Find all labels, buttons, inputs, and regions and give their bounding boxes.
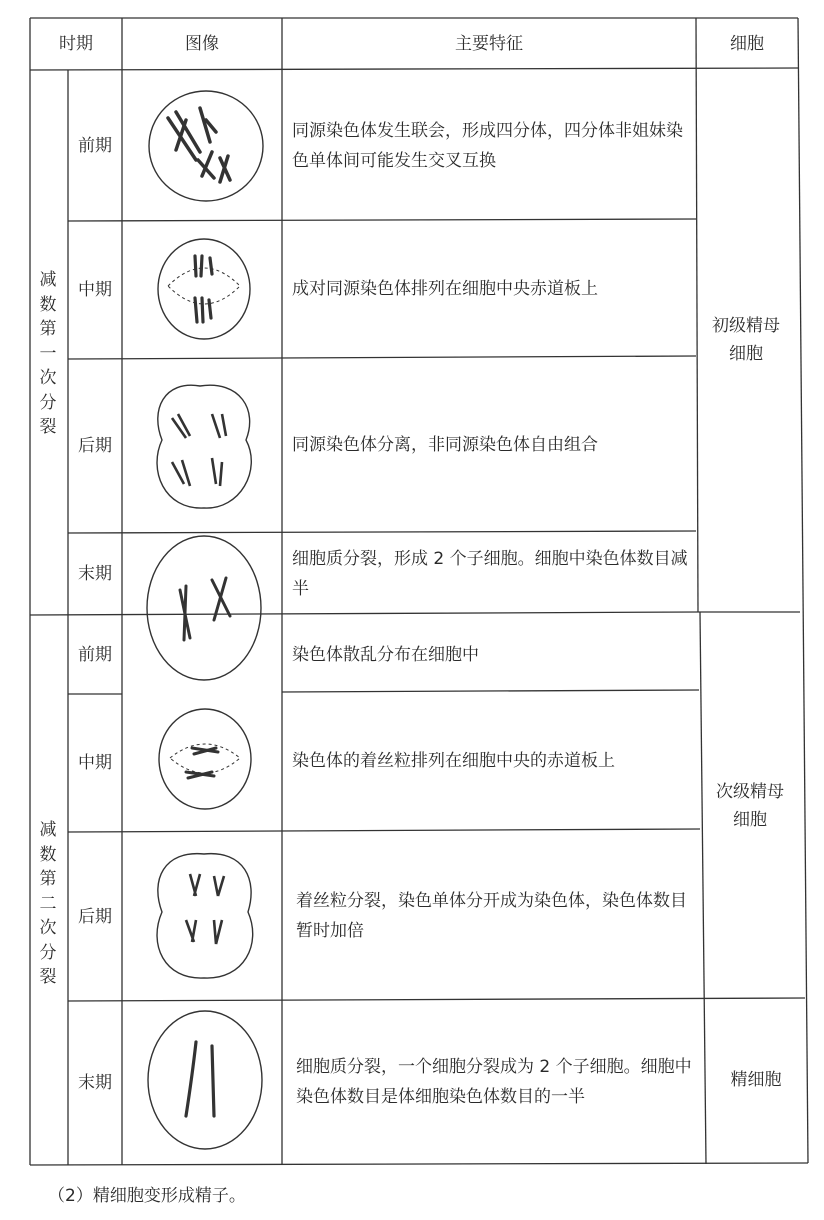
phase-label: 前期 bbox=[78, 135, 112, 156]
telophase2-cell-illustration bbox=[148, 1011, 262, 1149]
header-features: 主要特征 bbox=[455, 34, 523, 54]
feature-text: 同源染色体分离，非同源染色体自由组合 bbox=[292, 435, 598, 455]
meiosis1-label: 减数第一次分裂 bbox=[39, 270, 57, 437]
feature-text: 染色体散乱分布在细胞中 bbox=[292, 645, 479, 665]
header-cell: 细胞 bbox=[730, 34, 764, 54]
cell-type-sperm: 精细胞 bbox=[730, 1070, 782, 1090]
feature-text: 成对同源染色体排列在细胞中央赤道板上 bbox=[292, 279, 598, 299]
header-period: 时期 bbox=[59, 34, 93, 54]
metaphase2-cell-illustration bbox=[159, 709, 251, 809]
feature-text: 着丝粒分裂，染色单体分开成为染色体，染色体数目暂时加倍 bbox=[296, 891, 687, 941]
phase-label: 末期 bbox=[78, 564, 112, 584]
phase-label: 后期 bbox=[78, 436, 112, 456]
phase-label: 后期 bbox=[78, 906, 112, 927]
feature-text: 同源染色体发生联会，形成四分体，四分体非姐妹染色单体间可能发生交叉互换 bbox=[292, 121, 683, 171]
anaphase2-cell-illustration bbox=[157, 854, 253, 978]
phase-label: 前期 bbox=[78, 644, 112, 665]
meiosis2-label: 减数第二次分裂 bbox=[39, 820, 57, 987]
feature-text: 细胞质分裂，一个细胞分裂成为 2 个子细胞。细胞中染色体数目是体细胞染色体数目的一半 bbox=[296, 1057, 692, 1107]
feature-text: 细胞质分裂，形成 2 个子细胞。细胞中染色体数目减半 bbox=[292, 549, 688, 599]
cell-type-primary: 初级精母细胞 bbox=[712, 316, 780, 364]
anaphase1-cell-illustration bbox=[157, 385, 251, 508]
phase-label: 中期 bbox=[78, 280, 112, 300]
phase-label: 中期 bbox=[78, 753, 112, 773]
header-image: 图像 bbox=[185, 34, 219, 54]
metaphase1-cell-illustration bbox=[158, 239, 250, 339]
prophase1-cell-illustration bbox=[149, 91, 263, 201]
feature-text: 染色体的着丝粒排列在细胞中央的赤道板上 bbox=[292, 751, 615, 771]
footer-note: （2）精细胞变形成精子。 bbox=[48, 1186, 246, 1206]
cell-type-secondary: 次级精母细胞 bbox=[716, 782, 784, 830]
phase-label: 末期 bbox=[78, 1073, 112, 1093]
telophase1-cell-illustration bbox=[147, 536, 261, 680]
